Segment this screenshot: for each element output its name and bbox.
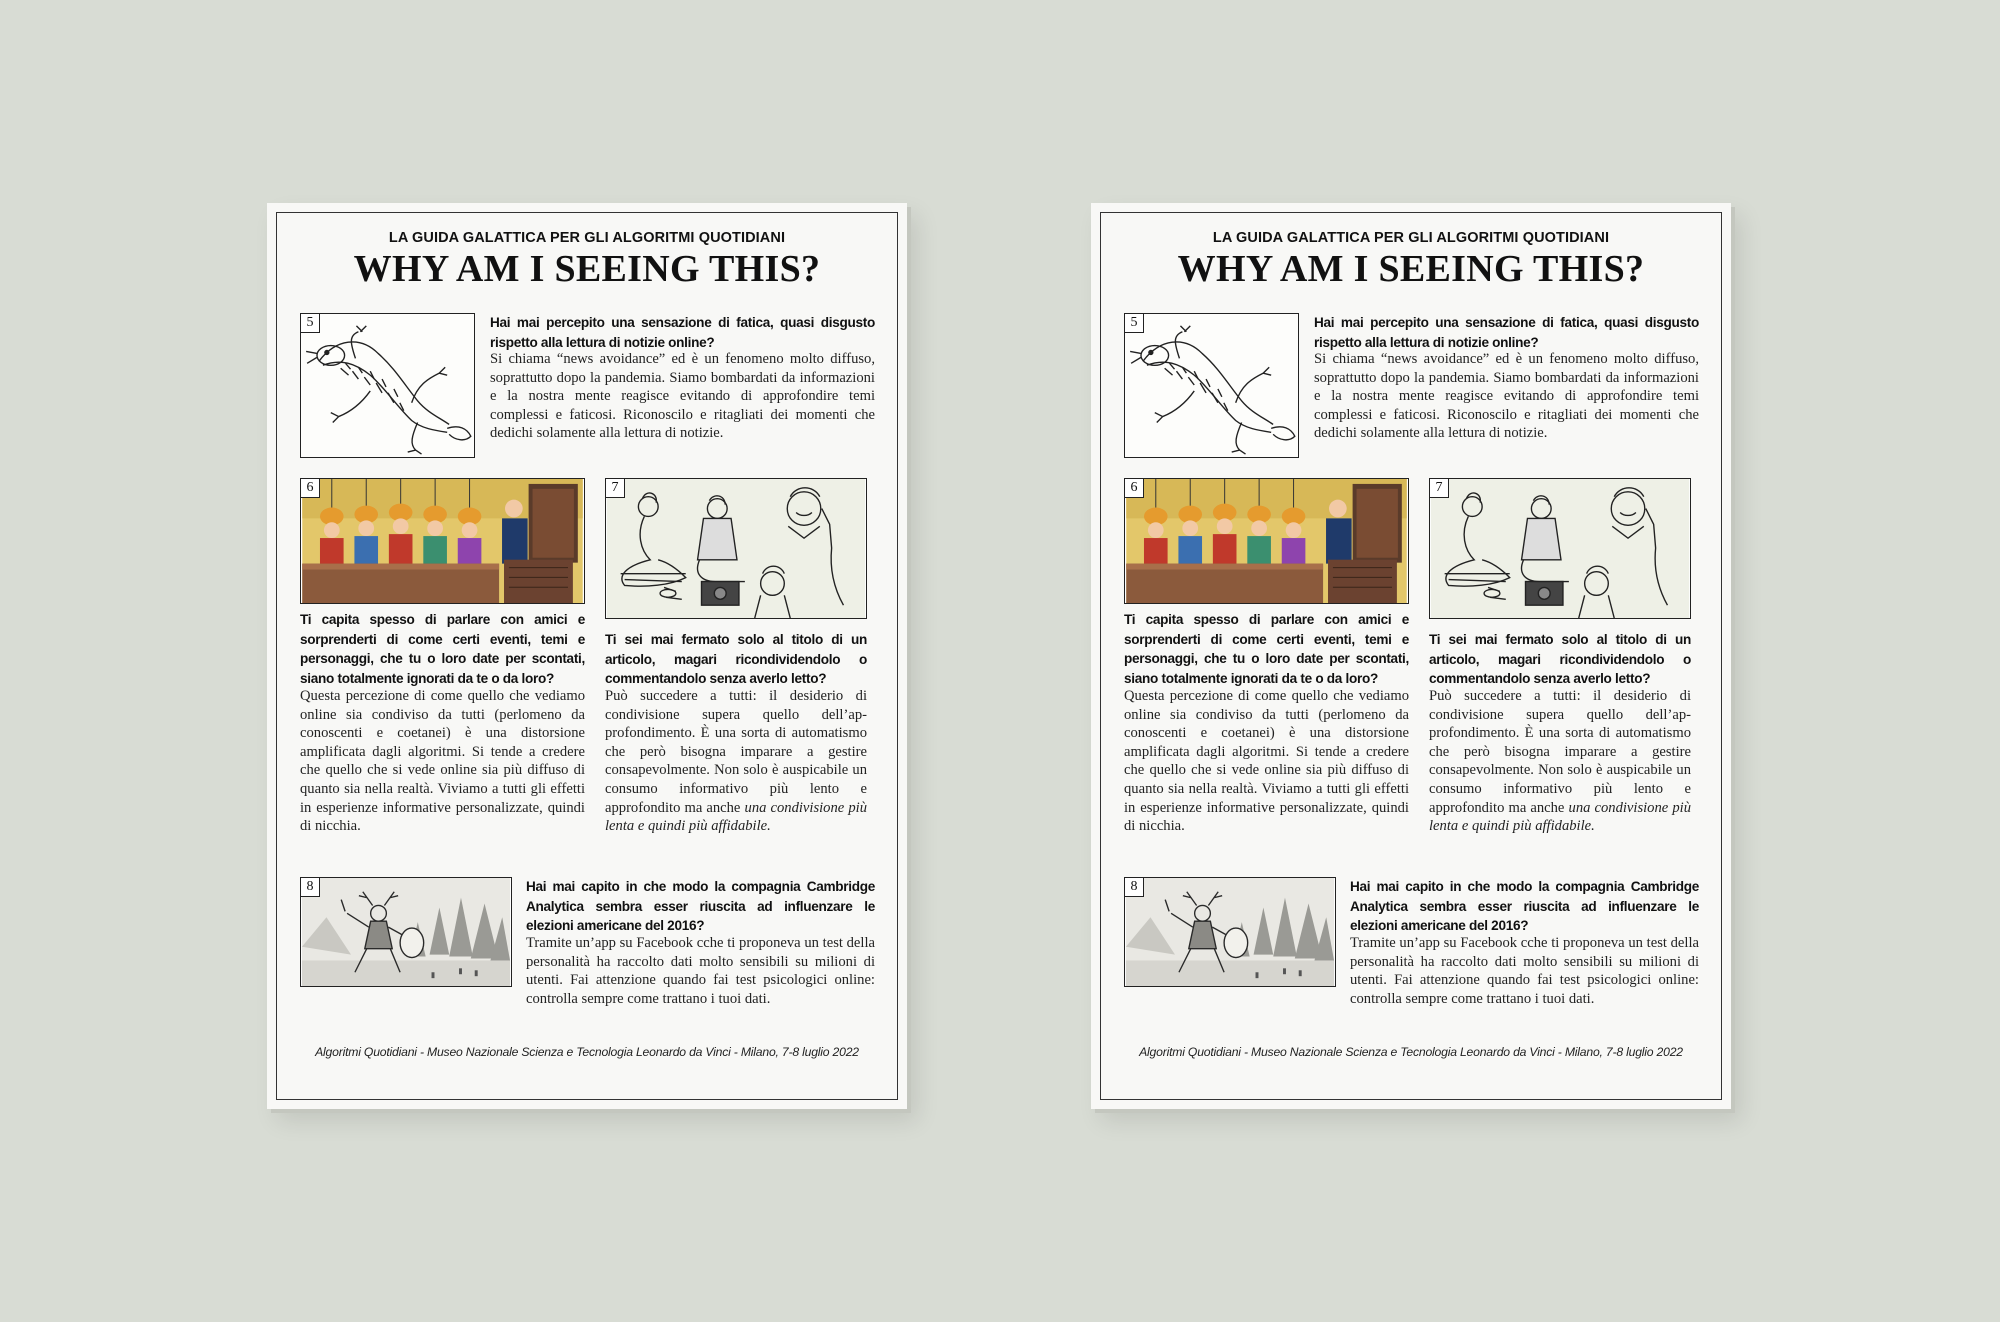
section-number-5: 5: [301, 314, 320, 333]
question-7: Ti sei mai fermato solo al titolo di un articolo, magari ricondividendolo o commentandolo senza averlo letto?: [605, 632, 867, 686]
poster-footer: Algoritmi Quotidiani - Museo Nazionale Scienza e Tecnologia Leonardo da Vinci - Milano, 7-8 luglio 2022: [1139, 1045, 1683, 1059]
answer-7-text: Può succedere a tutti: il desiderio di condivisione supera quello dell’approfondimento. È una sorta di automatismo che però bisogna imparare a gestire consapevolmente. Non solo è auspicabile un consumo informativo più lento e approfondito ma anche: [605, 688, 867, 816]
question-5: Hai mai percepito una sensazione di fatica, quasi disgusto rispetto alla lettura di notizie online?: [490, 315, 875, 350]
classroom-headsets-color-illustration: [1125, 479, 1408, 603]
illustration-7: [605, 478, 867, 619]
poster-headline: WHY AM I SEEING THIS?: [353, 248, 821, 290]
poster-kicker: LA GUIDA GALATTICA PER GLI ALGORITMI QUOTIDIANI: [388, 230, 786, 246]
illustration-7: [1429, 478, 1691, 619]
poster-sheet-right: [1091, 203, 1731, 1109]
illustration-6: [300, 478, 585, 604]
section-number-7: 7: [1430, 479, 1449, 498]
section-number-7: 7: [606, 479, 625, 498]
classroom-headsets-color-illustration: [301, 479, 584, 603]
floating-animal-engraving: [301, 314, 474, 457]
floating-animal-engraving: [1125, 314, 1298, 457]
illustration-6: [1124, 478, 1409, 604]
answer-7: [1429, 687, 1691, 836]
question-5: Hai mai percepito una sensazione di fatica, quasi disgusto rispetto alla lettura di notizie online?: [1314, 315, 1699, 350]
section-number-8: 8: [301, 878, 320, 897]
answer-8: Tramite un’app su Facebook cche ti proponeva un test della personalità ha raccolto dati molto sensibili su milioni di utenti. Fai attenzione quando fai test psicologici online: controlla sempre come trattano i tuoi dati.: [1350, 935, 1699, 1007]
illustration-5: [1124, 313, 1299, 458]
question-8: Hai mai capito in che modo la compagnia Cambridge Analytica sembra esser riuscita ad influenzare le elezioni americane del 2016?: [1350, 879, 1699, 933]
answer-6: Questa percezione di come quello che vediamo online sia condiviso da tutti (perlomeno da conoscenti e coetanei) è una distorsione amplificata dagli algoritmi. Si tende a credere che quello che si vede online sia più diffuso di quanto sia nella realtà. Viviamo a tutti gli effetti in esperienze informative personalizzate, quindi di nicchia.: [300, 688, 585, 835]
answer-5: Si chiama “news avoidance” ed è un fenomeno molto diffuso, soprattutto dopo la pandemia. Siamo bombardati da informazioni e la nostra mente reagisce evitando di approfondire temi complessi e faticosi. Riconoscilo e ritagliati dei momenti che dedichi solamente alla lettura di notizie.: [1314, 351, 1699, 442]
answer-7: [605, 687, 867, 836]
question-8: Hai mai capito in che modo la compagnia Cambridge Analytica sembra esser riuscita ad influenzare le elezioni americane del 2016?: [526, 879, 875, 933]
answer-7-italic: una condivisione più lenta e quindi più affidabile.: [605, 799, 867, 835]
answer-6: Questa percezione di come quello che vediamo online sia condiviso da tutti (perlomeno da conoscenti e coetanei) è una distorsione amplificata dagli algoritmi. Si tende a credere che quello che si vede online sia più diffuso di quanto sia nella realtà. Viviamo a tutti gli effetti in esperienze informative personalizzate, quindi di nicchia.: [1124, 688, 1409, 835]
section-number-5: 5: [1125, 314, 1144, 333]
poster-headline: WHY AM I SEEING THIS?: [1177, 248, 1645, 290]
section-number-6: 6: [1125, 479, 1144, 498]
answer-7-italic: una condivisione più lenta e quindi più affidabile.: [1429, 799, 1691, 835]
shaman-drum-engraving: [301, 878, 511, 986]
question-6: Ti capita spesso di parlare con amici e sorprenderti di come certi eventi, temi e personaggi, che tu o loro date per scontati, siano totalmente ignorati da te o da loro?: [300, 612, 585, 686]
answer-7-text: Può succedere a tutti: il desiderio di condivisione supera quello dell’approfondimento. È una sorta di automatismo che però bisogna imparare a gestire consapevolmente. Non solo è auspicabile un consumo informativo più lento e approfondito ma anche: [1429, 688, 1691, 816]
answer-8: Tramite un’app su Facebook cche ti proponeva un test della personalità ha raccolto dati molto sensibili su milioni di utenti. Fai attenzione quando fai test psicologici online: controlla sempre come trattano i tuoi dati.: [526, 935, 875, 1007]
poster-kicker: LA GUIDA GALATTICA PER GLI ALGORITMI QUOTIDIANI: [1212, 230, 1610, 246]
section-number-6: 6: [301, 479, 320, 498]
people-on-telephones-illustration: [1430, 479, 1690, 618]
question-6: Ti capita spesso di parlare con amici e sorprenderti di come certi eventi, temi e personaggi, che tu o loro date per scontati, siano totalmente ignorati da te o da loro?: [1124, 612, 1409, 686]
shaman-drum-engraving: [1125, 878, 1335, 986]
illustration-5: [300, 313, 475, 458]
illustration-8: [1124, 877, 1336, 987]
section-number-8: 8: [1125, 878, 1144, 897]
illustration-8: [300, 877, 512, 987]
answer-5: Si chiama “news avoidance” ed è un fenomeno molto diffuso, soprattutto dopo la pandemia. Siamo bombardati da informazioni e la nostra mente reagisce evitando di approfondire temi complessi e faticosi. Riconoscilo e ritagliati dei momenti che dedichi solamente alla lettura di notizie.: [490, 351, 875, 442]
people-on-telephones-illustration: [606, 479, 866, 618]
poster-sheet-left: [267, 203, 907, 1109]
question-7: Ti sei mai fermato solo al titolo di un articolo, magari ricondividendolo o commentandolo senza averlo letto?: [1429, 632, 1691, 686]
poster-footer: Algoritmi Quotidiani - Museo Nazionale Scienza e Tecnologia Leonardo da Vinci - Milano, 7-8 luglio 2022: [315, 1045, 859, 1059]
